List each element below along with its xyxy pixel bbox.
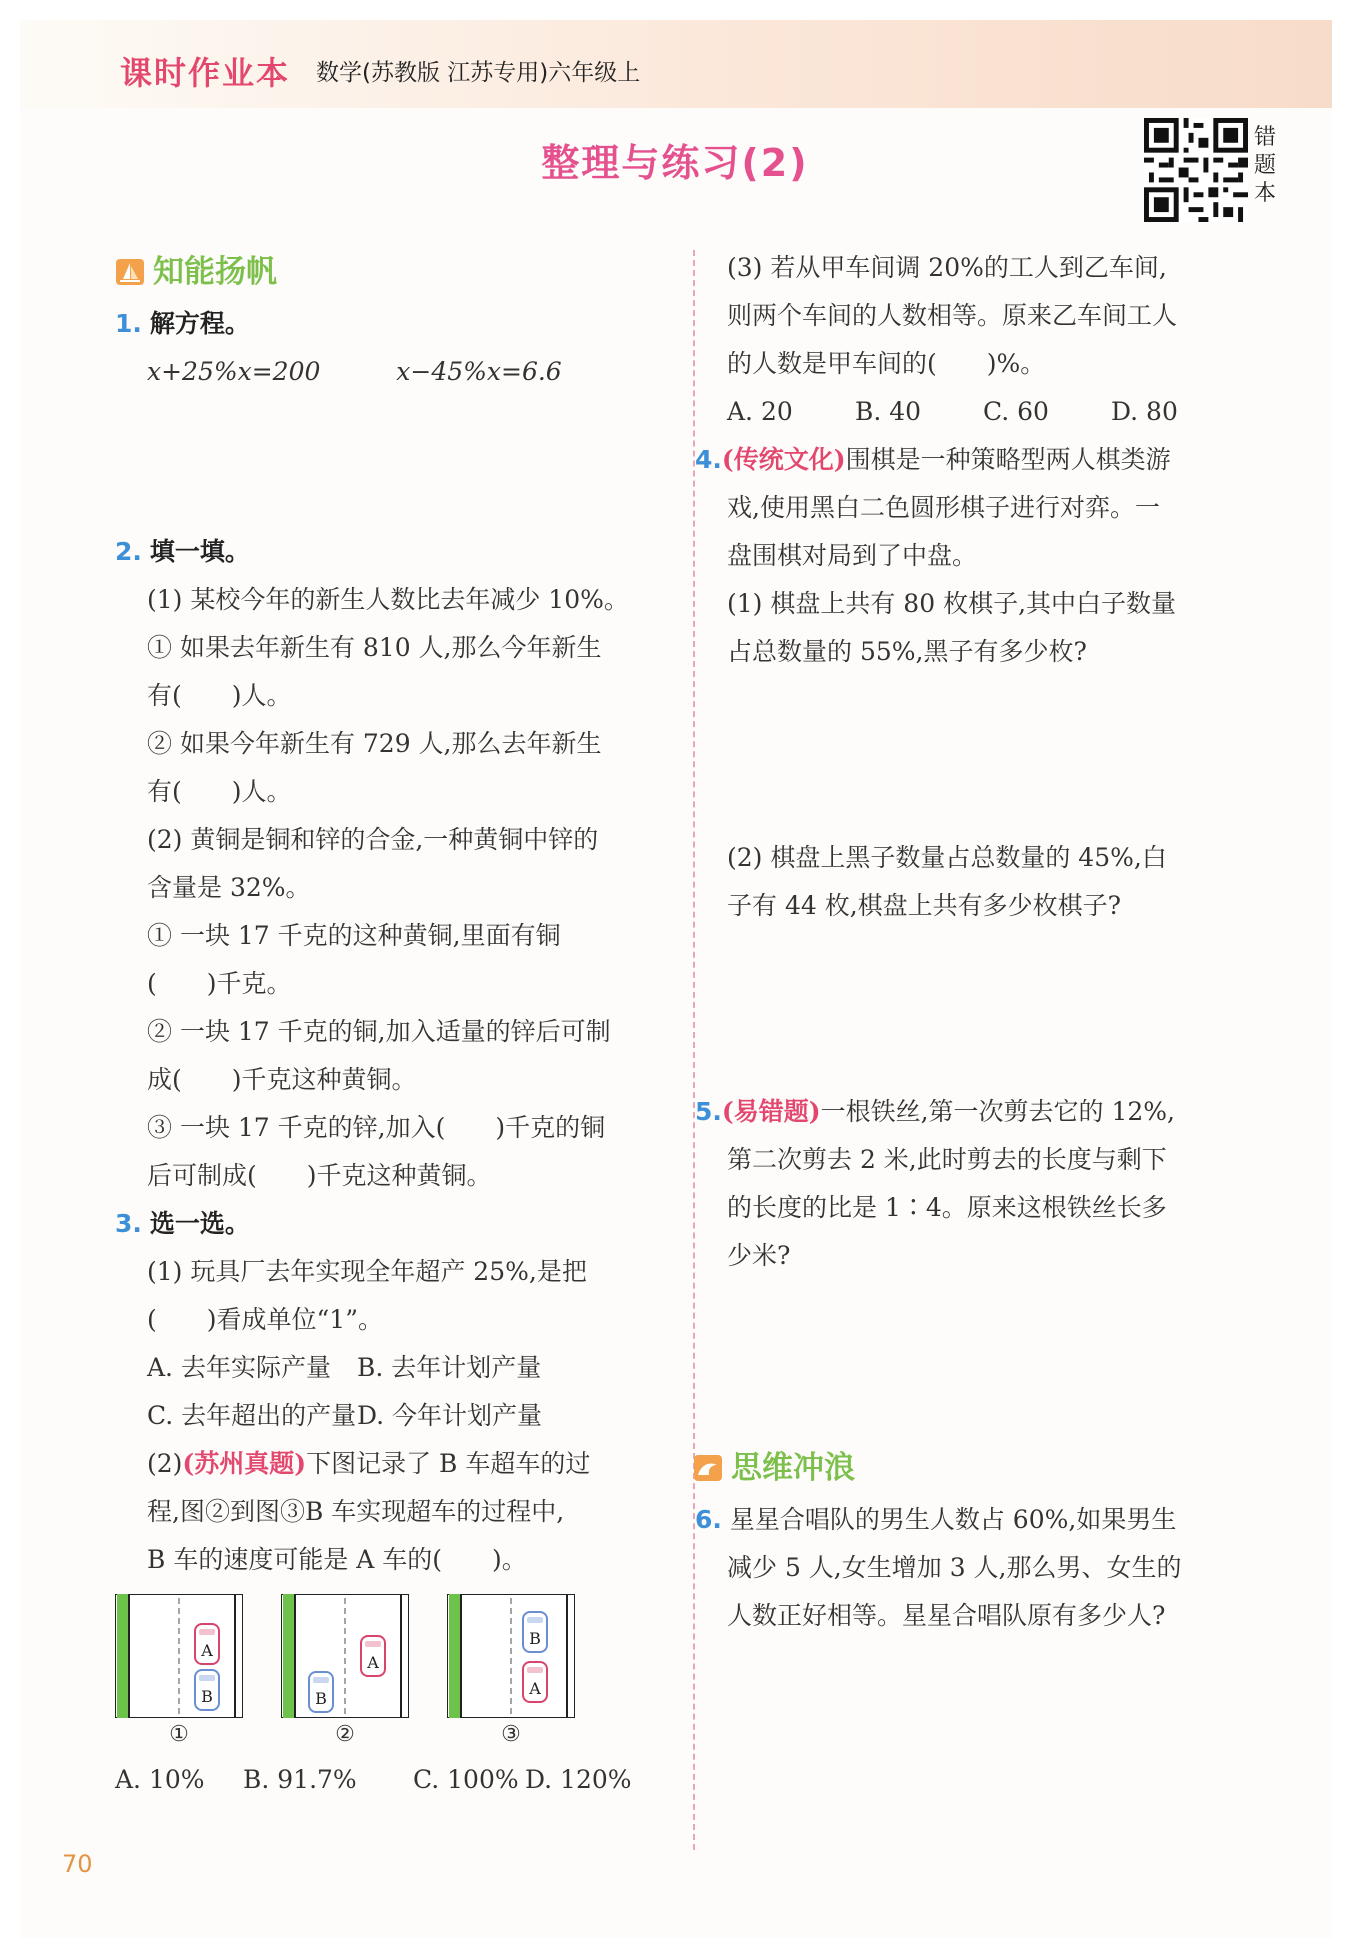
option: B. 去年计划产量 (357, 1353, 542, 1382)
text-line: 的长度的比是 1∶4。原来这根铁丝长多 (727, 1193, 1167, 1222)
brand-title: 课时作业本 (120, 54, 291, 92)
text-line: 程,图②到图③B 车实现超车的过程中, (147, 1497, 565, 1526)
text-line: (1) 某校今年的新生人数比去年减少 10%。 (147, 585, 629, 614)
car-a-label: A (367, 1653, 379, 1672)
option: D. 120% (525, 1765, 632, 1794)
text-fragment: 星星合唱队的男生人数占 60%,如果男生 (729, 1505, 1177, 1534)
question-5-heading (695, 1088, 1287, 1136)
question-2-heading (115, 528, 675, 576)
text-line: 成( )千克这种黄铜。 (147, 1065, 417, 1094)
car-b-label: B (201, 1687, 213, 1706)
overtaking-diagram (115, 1594, 675, 1752)
equation: x−45%x=6.6 (396, 357, 562, 386)
question-number: 3. (115, 1209, 142, 1238)
text-line: 子有 44 枚,棋盘上共有多少枚棋子? (727, 891, 1122, 920)
section-header-siwei (693, 1440, 1287, 1496)
question-tag: (苏州真题) (182, 1449, 307, 1478)
option: A. 去年实际产量 (147, 1353, 331, 1382)
column-divider (693, 250, 695, 1850)
page-number: 70 (62, 1850, 93, 1878)
option: D. 今年计划产量 (357, 1401, 543, 1430)
answer-space (727, 930, 1287, 1088)
text-line: 含量是 32%。 (147, 873, 311, 902)
qr-label-char: 题 (1253, 153, 1276, 178)
right-column (695, 244, 1287, 1640)
left-column (115, 244, 675, 1804)
car-b-label: B (315, 1689, 327, 1708)
road-figure-2 (281, 1594, 409, 1752)
text-line: 占总数量的 55%,黑子有多少枚? (727, 637, 1087, 666)
figure-label: ③ (501, 1722, 521, 1747)
text-fragment: 一根铁丝,第一次剪去它的 12%, (820, 1097, 1175, 1126)
question-title: 解方程。 (149, 309, 250, 338)
text-line: ( )千克。 (147, 969, 292, 998)
option: A. 10% (115, 1765, 205, 1794)
book-subtitle: 数学(苏教版 江苏专用)六年级上 (316, 60, 641, 86)
equations-row (115, 348, 675, 396)
question-number: 6. (695, 1505, 722, 1534)
wave-icon (693, 1453, 723, 1483)
question-4-heading (695, 436, 1287, 484)
options-row (727, 388, 1287, 436)
road-2-svg (281, 1594, 409, 1718)
text-line: 盘围棋对局到了中盘。 (727, 541, 978, 570)
option: B. 40 (855, 397, 922, 426)
car-b (523, 1612, 547, 1652)
section-header-zhineng (115, 244, 675, 300)
answer-space (727, 676, 1287, 834)
text-line (115, 1440, 675, 1488)
figure-label: ② (335, 1722, 355, 1747)
qr-label (1252, 124, 1278, 208)
text-fragment: 下图记录了 B 车超车的过 (306, 1449, 591, 1478)
road-3-svg (447, 1594, 575, 1718)
option: D. 80 (1111, 397, 1178, 426)
text-line: ( )看成单位“1”。 (147, 1305, 383, 1334)
text-line: 戏,使用黑白二色圆形棋子进行对弈。一 (727, 493, 1160, 522)
text-line: (2) 黄铜是铜和锌的合金,一种黄铜中锌的 (147, 825, 599, 854)
sailboat-icon (115, 257, 145, 287)
equation: x+25%x=200 (147, 357, 321, 386)
car-b-label: B (529, 1629, 541, 1648)
text-line: 的人数是甲车间的( )%。 (727, 349, 1046, 378)
text-line: 有( )人。 (147, 681, 292, 710)
text-line: ② 一块 17 千克的铜,加入适量的锌后可制 (147, 1017, 611, 1046)
text-line: 后可制成( )千克这种黄铜。 (147, 1161, 492, 1190)
section-title: 知能扬帆 (153, 254, 277, 290)
text-line: ① 一块 17 千克的这种黄铜,里面有铜 (147, 921, 561, 950)
car-a (523, 1662, 547, 1702)
road-figure-3 (447, 1594, 575, 1752)
qr-label-char: 错 (1253, 125, 1276, 150)
option: B. 91.7% (243, 1765, 357, 1794)
text-line: 少米? (727, 1241, 791, 1270)
option: C. 去年超出的产量 (147, 1401, 357, 1430)
road-1-svg (115, 1594, 243, 1718)
question-title: 选一选。 (149, 1209, 250, 1238)
car-b (195, 1670, 219, 1710)
question-tag: (易错题) (721, 1097, 821, 1126)
text-line: B 车的速度可能是 A 车的( )。 (147, 1545, 527, 1574)
text-line: 则两个车间的人数相等。原来乙车间工人 (727, 301, 1178, 330)
text-line: ③ 一块 17 千克的锌,加入( )千克的铜 (147, 1113, 606, 1142)
text-line: (3) 若从甲车间调 20%的工人到乙车间, (727, 253, 1167, 282)
option: C. 100% (413, 1765, 519, 1794)
text-line: 人数正好相等。星星合唱队原有多少人? (727, 1601, 1166, 1630)
options-row (115, 1344, 675, 1392)
question-number: 1. (115, 309, 142, 338)
question-1-heading (115, 300, 675, 348)
text-line: (1) 棋盘上共有 80 枚棋子,其中白子数量 (727, 589, 1177, 618)
question-number: 5. (695, 1097, 722, 1126)
text-line: 第二次剪去 2 米,此时剪去的长度与剩下 (727, 1145, 1167, 1174)
qr-label-char: 本 (1253, 181, 1276, 206)
text-line: (1) 玩具厂去年实现全年超产 25%,是把 (147, 1257, 587, 1286)
text-fragment: 围棋是一种策略型两人棋类游 (845, 445, 1171, 474)
car-a-label: A (201, 1641, 213, 1660)
page-title: 整理与练习(2) (541, 141, 809, 185)
car-a (195, 1624, 219, 1664)
text-line: ② 如果今年新生有 729 人,那么去年新生 (147, 729, 602, 758)
question-number: 2. (115, 537, 142, 566)
option: C. 60 (983, 397, 1049, 426)
part-number: (2) (147, 1449, 183, 1478)
text-line: 减少 5 人,女生增加 3 人,那么男、女生的 (727, 1553, 1182, 1582)
qr-code-icon[interactable] (1144, 118, 1248, 222)
options-row (115, 1392, 675, 1440)
car-a-label: A (529, 1679, 541, 1698)
text-line: ① 如果去年新生有 810 人,那么今年新生 (147, 633, 602, 662)
car-b (309, 1672, 333, 1712)
question-6-heading (695, 1496, 1287, 1544)
text-line: 有( )人。 (147, 777, 292, 806)
section-title: 思维冲浪 (731, 1450, 855, 1486)
question-number: 4. (695, 445, 722, 474)
answer-space (727, 1280, 1287, 1440)
question-title: 填一填。 (149, 537, 250, 566)
question-3-heading (115, 1200, 675, 1248)
options-row (115, 1756, 675, 1804)
question-tag: (传统文化) (721, 445, 846, 474)
answer-space (115, 396, 675, 528)
figure-label: ① (169, 1722, 189, 1747)
road-figure-1 (115, 1594, 243, 1752)
car-a (361, 1636, 385, 1676)
option: A. 20 (727, 397, 793, 426)
text-line: (2) 棋盘上黑子数量占总数量的 45%,白 (727, 843, 1167, 872)
